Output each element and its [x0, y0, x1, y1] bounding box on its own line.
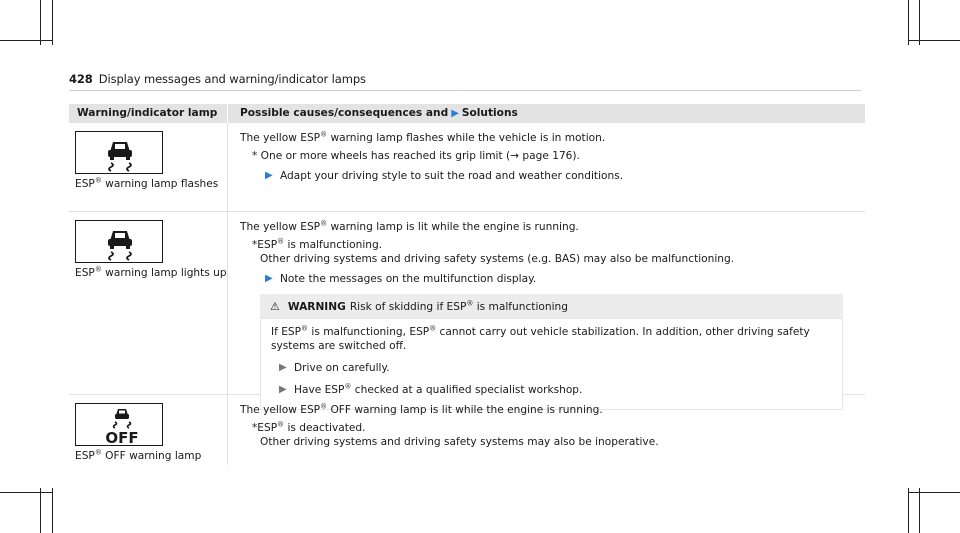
description [240, 131, 853, 145]
description-b: warning lamp flashes while the vehicle is in motion. [327, 132, 606, 144]
crop-mark [52, 0, 53, 45]
other-systems-text: Other driving systems and driving safety systems (e.g. BAS) may also be malfunctioning. [260, 253, 735, 265]
warning-label: WARNING [287, 301, 346, 313]
action-step [240, 169, 853, 183]
causes-cell [227, 123, 865, 211]
lamp-label-a: ESP [75, 178, 95, 190]
header-rule [69, 90, 861, 91]
step-arrow-icon: ▶ [279, 362, 287, 373]
causes-cell [227, 395, 865, 465]
lamp-cell [69, 123, 227, 211]
crop-mark [908, 492, 960, 493]
table-row [69, 395, 865, 465]
lamp-label-a: ESP [75, 450, 95, 462]
table-row [69, 123, 865, 212]
page-header [69, 72, 366, 86]
lamp-label [75, 178, 227, 191]
crop-mark [919, 488, 920, 533]
col-header-causes-text: Possible causes/consequences and [240, 107, 449, 119]
lamp-label [75, 267, 227, 280]
other-systems-text: Other driving systems and driving safety systems may also be inoperative. [260, 436, 659, 448]
description-a: The yellow ESP [240, 404, 321, 416]
warning-body-b: is malfunctioning, ESP [308, 326, 430, 338]
cause-text [240, 238, 853, 252]
registered-mark: ® [94, 265, 102, 274]
page-title: Display messages and warning/indicator lamps [98, 72, 366, 86]
registered-mark: ® [429, 324, 437, 333]
crop-mark [919, 0, 920, 45]
action-text: Adapt your driving style to suit the road and weather conditions. [280, 170, 624, 182]
crop-mark [908, 40, 960, 41]
registered-mark: ® [277, 237, 285, 246]
registered-mark: ® [301, 324, 309, 333]
lamp-label-b: warning lamp lights up [101, 267, 227, 279]
description-b: warning lamp is lit while the engine is running. [327, 221, 579, 233]
step-arrow-icon: ▶ [279, 384, 287, 395]
crop-mark [908, 488, 909, 533]
registered-mark: ® [277, 420, 285, 429]
col-header-causes [227, 104, 865, 123]
warning-triangle-icon: ⚠ [270, 300, 280, 313]
lamp-cell [69, 395, 227, 465]
warning-text [271, 325, 832, 353]
lamp-label-b: warning lamp flashes [101, 178, 219, 190]
description [240, 220, 853, 234]
crop-mark [0, 492, 52, 493]
registered-mark: ® [94, 448, 102, 457]
description [240, 403, 853, 417]
crop-mark [0, 40, 52, 41]
esp-off-icon-text: OFF [105, 429, 139, 447]
crop-mark [40, 0, 41, 45]
col-header-solutions-text: Solutions [461, 107, 518, 119]
cause-text: * One or more wheels has reached its grip limit (→ page 176). [252, 150, 580, 162]
warning-step [271, 361, 832, 375]
esp-skid-icon [75, 220, 163, 263]
cause-a: *ESP [252, 422, 278, 434]
warning-header [260, 294, 843, 318]
cause-a: *ESP [252, 239, 278, 251]
esp-off-icon [75, 403, 163, 446]
col-header-lamp: Warning/indicator lamp [77, 107, 218, 119]
registered-mark: ® [94, 176, 102, 185]
warning-body-a: If ESP [271, 326, 302, 338]
warning-step2-b: checked at a qualified specialist workshop. [351, 384, 583, 396]
description-b: OFF warning lamp is lit while the engine is running. [327, 404, 603, 416]
lamp-label-a: ESP [75, 267, 95, 279]
warning-step-text: Drive on carefully. [294, 362, 390, 374]
registered-mark: ® [344, 382, 352, 391]
warning-box [260, 294, 843, 410]
table-header [69, 104, 865, 123]
crop-mark [908, 0, 909, 45]
registered-mark: ® [466, 299, 474, 308]
action-arrow-icon: ▶ [265, 273, 273, 284]
cause-b: is malfunctioning. [284, 239, 383, 251]
action-text: Note the messages on the multifunction display. [280, 273, 537, 285]
crop-mark [52, 488, 53, 533]
registered-mark: ® [320, 402, 328, 411]
solutions-arrow-icon: ▶ [451, 108, 459, 119]
lamp-label [75, 450, 227, 463]
table-row [69, 212, 865, 395]
causes-cell [227, 212, 865, 394]
action-arrow-icon: ▶ [265, 170, 273, 181]
description-a: The yellow ESP [240, 132, 321, 144]
esp-skid-icon [75, 131, 163, 174]
lamp-cell [69, 212, 227, 394]
warning-step2-a: Have ESP [294, 384, 345, 396]
lamp-label-b: OFF warning lamp [101, 450, 202, 462]
description-a: The yellow ESP [240, 221, 321, 233]
registered-mark: ® [320, 219, 328, 228]
cause-text [240, 421, 853, 435]
action-step [240, 272, 853, 286]
cause-b: is deactivated. [284, 422, 366, 434]
warning-lamp-table [69, 104, 865, 465]
warning-title-b: is malfunctioning [473, 301, 568, 313]
page-number: 428 [69, 72, 93, 86]
registered-mark: ® [320, 130, 328, 139]
warning-title-a: Risk of skidding if ESP [349, 301, 467, 313]
warning-body-c: cannot carry out vehicle stabilization. In addition, other driving safety systems are switched off. [271, 326, 810, 352]
crop-mark [40, 488, 41, 533]
